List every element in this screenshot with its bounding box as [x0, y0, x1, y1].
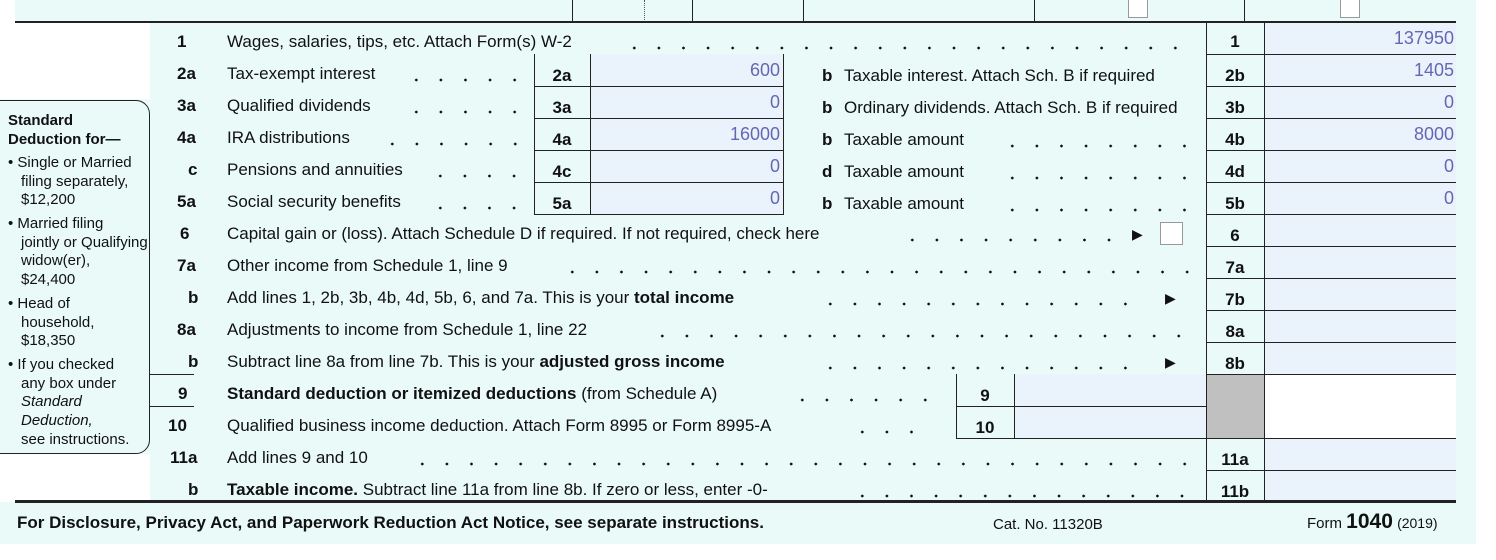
- qualified-dividends-value[interactable]: 0: [769, 92, 780, 112]
- line-4c: [0, 156, 1456, 181]
- line-number: b: [188, 288, 199, 307]
- line-number: 3a: [177, 96, 196, 115]
- line-label: Taxable amount: [844, 162, 965, 181]
- taxable-interest-value[interactable]: 1405: [1413, 60, 1454, 80]
- form-year: (2019): [1397, 515, 1438, 531]
- line-7a: [0, 256, 1456, 276]
- line-label: Other income from Schedule 1, line 9: [227, 256, 508, 275]
- box-label: 1: [1230, 32, 1240, 51]
- box-label: 3b: [1225, 98, 1245, 117]
- sidebar-text: any box under: [21, 375, 117, 392]
- sidebar-title: Deduction for—: [8, 131, 121, 148]
- line-label: Subtract line 8a from line 7b. This is your: [227, 352, 540, 371]
- line-label: (from Schedule A): [576, 384, 718, 403]
- box-label: 10: [975, 418, 995, 437]
- line-label: Qualified dividends: [227, 96, 371, 115]
- line-label: Wages, salaries, tips, etc. Attach Form(s) W-2: [227, 32, 572, 51]
- line-number: d: [822, 162, 833, 181]
- line-label: Qualified business income deduction. Attach Form 8995 or Form 8995-A: [227, 416, 772, 435]
- sidebar-text: • If you checked: [8, 356, 115, 373]
- line-number: b: [188, 352, 199, 371]
- wages-value[interactable]: 137950: [1393, 28, 1454, 48]
- line-number: b: [822, 194, 833, 213]
- sidebar-text: • Single or Married: [8, 154, 132, 171]
- add-lines-field[interactable]: [1264, 438, 1456, 470]
- form-number: 1040: [1346, 510, 1393, 533]
- box-label: 4a: [552, 130, 572, 149]
- line-7b: [0, 288, 1456, 308]
- standard-deduction-field[interactable]: [1014, 374, 1206, 406]
- line-number: 10: [168, 416, 187, 435]
- arrow-icon: ▶: [1132, 226, 1143, 242]
- line-label-bold: Taxable income.: [227, 480, 359, 499]
- line-label: Capital gain or (loss). Attach Schedule D if required. If not required, check here: [227, 224, 820, 243]
- line-number: b: [188, 480, 199, 499]
- line-label: Add lines 1, 2b, 3b, 4b, 4d, 5b, 6, and 7a. This is your: [227, 288, 635, 307]
- line-10: [0, 416, 1456, 436]
- line-number: b: [822, 130, 833, 149]
- top-checkbox-1[interactable]: [1128, 0, 1148, 18]
- qbi-deduction-field[interactable]: [1014, 406, 1206, 438]
- line-label-bold: Standard deduction or itemized deductions: [227, 384, 577, 403]
- tax-exempt-interest-value[interactable]: 600: [749, 60, 780, 80]
- sidebar-text: filing separately,: [21, 173, 129, 190]
- line-6: [0, 224, 1456, 244]
- sidebar-text: household,: [21, 314, 95, 331]
- line-label: Pensions and annuities: [227, 160, 403, 179]
- sidebar-text: see instructions.: [21, 431, 130, 448]
- sidebar-text: $18,350: [21, 332, 76, 349]
- form-word: Form: [1307, 515, 1342, 532]
- line-number: 2a: [177, 64, 196, 83]
- box-label: 3a: [552, 98, 572, 117]
- line-number: b: [822, 98, 833, 117]
- line-5: [0, 188, 1456, 213]
- line-number: 5a: [177, 192, 196, 211]
- box-label: 11a: [1221, 450, 1249, 469]
- line-label: Ordinary dividends. Attach Sch. B if required: [844, 98, 1178, 117]
- box-label: 11b: [1220, 482, 1250, 501]
- social-security-value[interactable]: 0: [769, 188, 780, 208]
- pensions-taxable-value[interactable]: 0: [1443, 156, 1454, 176]
- sidebar-text: Standard: [21, 393, 82, 410]
- sidebar-text: $24,400: [21, 271, 76, 288]
- sidebar-text: Deduction,: [21, 412, 93, 429]
- sidebar-text: widow(er),: [21, 252, 91, 269]
- line-number: b: [822, 66, 833, 85]
- line-number: 1: [177, 32, 187, 51]
- box-label: 8b: [1225, 354, 1245, 373]
- line-label-bold: total income: [634, 288, 735, 307]
- sidebar-text: jointly or Qualifying: [21, 234, 148, 251]
- box-label: 4d: [1225, 162, 1245, 181]
- footer: [0, 510, 1476, 538]
- arrow-icon: ▶: [1165, 290, 1176, 306]
- box-label: 5a: [552, 194, 572, 213]
- sidebar-text: $12,200: [21, 191, 76, 208]
- ira-distributions-value[interactable]: 16000: [729, 124, 780, 144]
- capital-gain-field[interactable]: [1264, 214, 1456, 246]
- sidebar-text: • Head of: [8, 295, 70, 312]
- line-label: IRA distributions: [227, 128, 350, 147]
- ira-taxable-value[interactable]: 8000: [1413, 124, 1454, 144]
- arrow-icon: ▶: [1165, 354, 1176, 370]
- line-label: Add lines 9 and 10: [227, 448, 368, 467]
- line-label: Social security benefits: [227, 192, 401, 211]
- box-label: 2a: [552, 66, 572, 85]
- sidebar-text: • Married filing: [8, 215, 104, 232]
- catalog-number: Cat. No. 11320B: [993, 516, 1103, 533]
- sidebar-title: Standard: [8, 112, 74, 129]
- agi-field[interactable]: [1264, 342, 1456, 374]
- line-label: Adjustments to income from Schedule 1, line 22: [227, 320, 588, 339]
- pensions-value[interactable]: 0: [769, 156, 780, 176]
- box-label: 6: [1230, 226, 1240, 245]
- line-number: 8a: [177, 320, 196, 339]
- box-label: 4c: [552, 162, 572, 181]
- box-label: 4b: [1225, 130, 1245, 149]
- total-income-field[interactable]: [1264, 278, 1456, 310]
- line-number: c: [188, 160, 198, 179]
- privacy-notice: For Disclosure, Privacy Act, and Paperwork Reduction Act Notice, see separate instructions.: [17, 513, 764, 532]
- box-label: 9: [980, 386, 990, 405]
- line-8b: [0, 352, 1456, 372]
- capital-gain-checkbox[interactable]: [1160, 222, 1183, 245]
- line-9: [0, 384, 1456, 404]
- line-number: 4a: [177, 128, 196, 147]
- box-label: 5b: [1225, 194, 1245, 213]
- social-security-taxable-value[interactable]: 0: [1443, 188, 1454, 208]
- box-label: 8a: [1225, 322, 1245, 341]
- line-number: 11a: [170, 448, 198, 467]
- line-number: 6: [180, 224, 190, 243]
- line-label-bold: adjusted gross income: [539, 352, 725, 371]
- line-3: [0, 92, 1456, 117]
- box-label: 7a: [1225, 258, 1245, 277]
- line-11b: [0, 480, 1456, 500]
- line-1: [0, 28, 1456, 52]
- line-label: Tax-exempt interest: [227, 64, 376, 83]
- line-8a: [0, 320, 1456, 340]
- box-label: 7b: [1225, 290, 1245, 309]
- line-label: Taxable amount: [844, 194, 965, 213]
- top-checkbox-2[interactable]: [1340, 0, 1360, 18]
- line-label: Taxable interest. Attach Sch. B if required: [844, 66, 1155, 85]
- line-label: Taxable amount: [844, 130, 965, 149]
- other-income-field[interactable]: [1264, 246, 1456, 278]
- taxable-income-field[interactable]: [1264, 470, 1456, 500]
- adjustments-field[interactable]: [1264, 310, 1456, 342]
- ordinary-dividends-value[interactable]: 0: [1443, 92, 1454, 112]
- line-label: Subtract line 11a from line 8b. If zero or less, enter -0-: [358, 480, 768, 499]
- box-label: 2b: [1225, 66, 1245, 85]
- line-number: 7a: [177, 256, 196, 275]
- line-number: 9: [178, 384, 188, 403]
- line-11a: [0, 448, 1456, 468]
- line-4: [0, 124, 1456, 149]
- line-2: [0, 60, 1456, 85]
